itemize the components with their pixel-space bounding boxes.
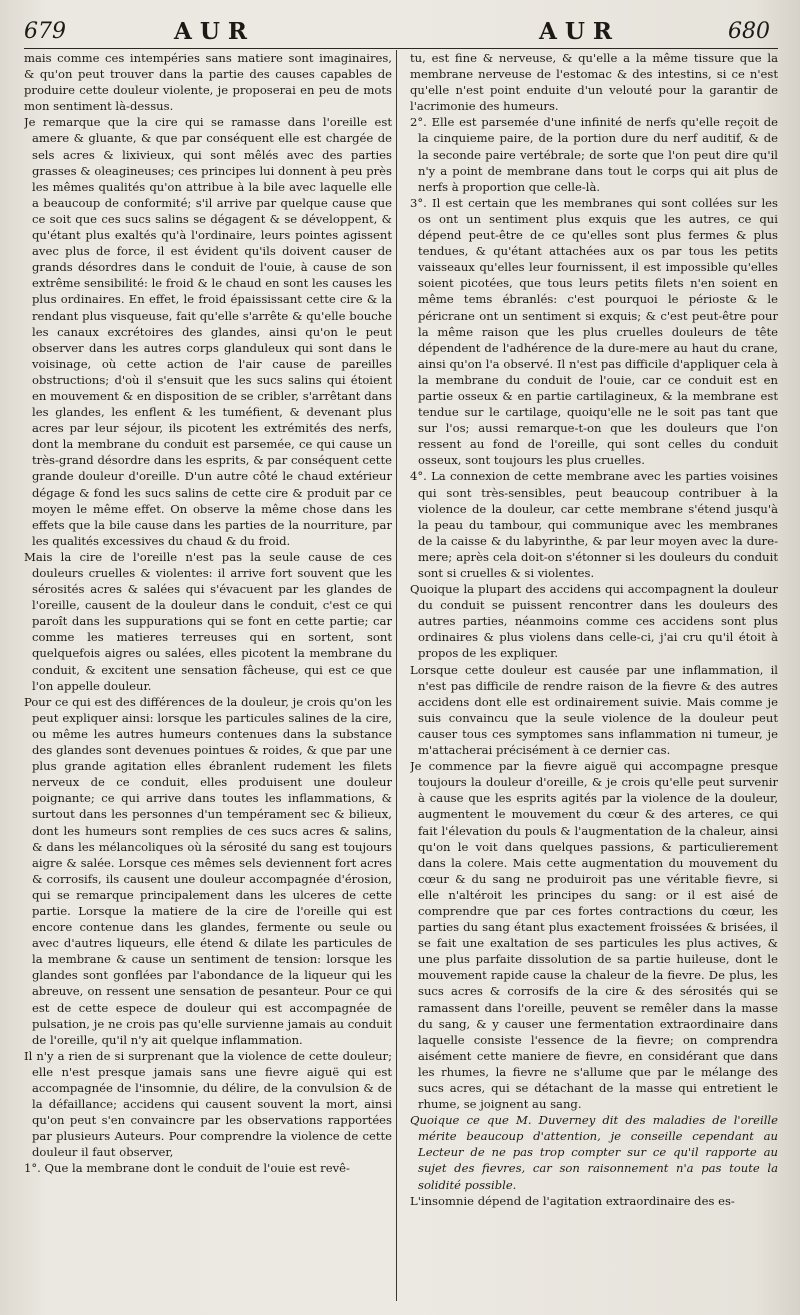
paragraph: 2°. Elle est parsemée d'une infinité de nerfs qu'elle reçoit de la cinquieme paire, de la portion dure du nerf auditif, & de la seconde paire vertébrale; de sorte que l'on peut dire qu'il n'y a point de membrane dans tout le corps qui ait plus de nerfs à proportion que celle-là.	[410, 115, 778, 194]
paragraph: 1°. Que la membrane dont le conduit de l'ouie est revê-	[24, 1161, 350, 1176]
paragraph: Quoique la plupart des accidens qui accompagnent la douleur du conduit se puissent rencontrer dans les douleurs des autres parties, néanmoins comme ces accidens sont plus ordinaires & plus violens dans celle-ci, j'ai cru qu'il étoit à propos de les expliquer.	[410, 582, 778, 661]
left-column	[24, 50, 392, 1305]
paragraph: Pour ce qui est des différences de la douleur, je crois qu'on les peut expliquer ainsi: lorsque les particules salines de la cire, ou même les autres humeurs contenues dans la substance des glandes sont devenues pointues & roides, & que par une plus grande agitation elles ébranlent rudement les filets nerveux de ce conduit, elles produisent une douleur poignante; ce qui arrive dans toutes les inflammations, & surtout dans les personnes d'un tempérament sec & bilieux, dont les humeurs sont remplies de ces sucs acres & salins, & dans les mélancoliques où la sérosité du sang est toujours aigre & salée. Lorsque ces mêmes sels deviennent fort acres & corrosifs, ils causent une douleur accompagnée d'érosion, qui se remarque principalement dans les ulceres de cette partie. Lorsque la matiere de la cire de l'oreille qui est encore contenue dans les glandes, fermente ou seule ou avec d'autres liqueurs, elle étend & dilate les particules de la membrane & cause un sentiment de tension: lorsque les glandes sont gonflées par l'abondance de la liqueur qui les abreuve, on ressent une sensation de pesanteur. Pour ce qui est de cette espece de douleur qui est accompagnée de pulsation, je ne crois pas qu'elle survienne jamais au conduit de l'oreille, qu'il n'y ait quelque inflammation.	[24, 694, 392, 1047]
editor-note: Quoique ce que M. Duverney dit des maladies de l'oreille mérite beaucoup d'attention, je conseille cependant au Lecteur de ne pas trop compter sur ce qu'il rapporte au sujet des fievres, car son raisonnement n'a pas toute la solidité possible.	[410, 1113, 778, 1192]
paragraph: 3°. Il est certain que les membranes qui sont collées sur les os ont un sentiment plus exquis que les autres, ce qui dépend peut-être de ce qu'elles sont plus fermes & plus tendues, & qu'étant attachées aux os par tous les petits vaisseaux qu'elles leur fournissent, il est impossible qu'elles soient picotées, que tous leurs petits filets n'en soient en même tems ébranlés: c'est pourquoi le périoste & le péricrane ont un sentiment si exquis; & c'est peut-être pour la même raison que les plus cruelles douleurs de tête dépendent de l'adhérence de la dure-mere au haut du crane, ainsi qu'on l'a observé. Il n'est pas difficile d'appliquer cela à la membrane du conduit de l'ouie, car ce conduit est en partie osseux & en partie cartilagineux, & la membrane est tendue sur le cartilage, quoiqu'elle ne le soit pas tant que sur l'os; aussi remarque-t-on que les douleurs que l'on ressent au fond de l'oreille, qui sont celles du conduit osseux, sont toujours les plus cruelles.	[410, 195, 778, 468]
running-header	[24, 14, 778, 49]
paragraph: tu, est fine & nerveuse, & qu'elle a la même tissure que la membrane nerveuse de l'estomac & des intestins, si ce n'est qu'elle n'est point enduite d'un velouté pour la garantir de l'acrimonie des humeurs.	[410, 51, 778, 114]
paragraph: Je remarque que la cire qui se ramasse dans l'oreille est amere & gluante, & que par conséquent elle est chargée de sels acres & lixivieux, qui sont mêlés avec des parties grasses & oleagineuses; ces principes lui donnent à peu près les mêmes qualités qu'on attribue à la bile avec laquelle elle a beaucoup de conformité; s'il arrive par quelque cause que ce soit que ces sucs salins se dégagent & se développent, & qu'étant plus exaltés qu'à l'ordinaire, leurs pointes agissent avec plus de force, il est évident qu'ils doivent causer de grands désordres dans le conduit de l'ouie, à cause de son extrême sensibilité: le froid & le chaud en sont les causes les plus ordinaires. En effet, le froid épaississant cette cire & la rendant plus visqueuse, fait qu'elle s'arrête & qu'elle bouche les canaux excrétoires des glandes, ainsi qu'on le peut observer dans les autres corps glanduleux qui sont dans le voisinage, où cette action de l'air cause de pareilles obstructions; d'où il s'ensuit que les sucs salins qui étoient en mouvement & en disposition de se cribler, s'arrêtant dans les glandes, les enflent & les tuméfient, & devenant plus acres par leur séjour, ils picotent les extrémités des nerfs, dont la membrane du conduit est parsemée, ce qui cause un très-grand désordre dans les esprits, & par conséquent cette grande douleur d'oreille. D'un autre côté le chaud extérieur dégage & fond les sucs salins de cette cire & produit par ce moyen le même effet. On observe la même chose dans les effets que la bile cause dans les parties de la nourriture, par les qualités excessives du chaud & du froid.	[24, 115, 392, 548]
paragraph: L'insomnie dépend de l'agitation extraordinaire des es-	[410, 1193, 735, 1208]
paragraph: Mais la cire de l'oreille n'est pas la seule cause de ces douleurs cruelles & violentes: il arrive fort souvent que les sérosités acres & salées qui s'évacuent par les glandes de l'oreille, causent de la douleur dans le conduit, c'est ce qui paroît dans les suppurations qui se font en cette partie; car comme les matieres terreuses qui en sortent, sont quelquefois aigres ou salées, elles picotent la membrane du conduit, & excitent une sensation fâcheuse, qui est ce que l'on appelle douleur.	[24, 549, 392, 693]
page-number-left: 679	[24, 19, 66, 44]
text-columns	[24, 50, 778, 1305]
paragraph: Lorsque cette douleur est causée par une inflammation, il n'est pas difficile de rendre raison de la fievre & des autres accidens dont elle est ordinairement suivie. Mais comme je suis convaincu que la seule violence de la douleur peut causer tous ces symptomes sans inflammation ni tumeur, je m'attacherai précisément à ce dernier cas.	[410, 662, 778, 758]
paragraph: mais comme ces intempéries sans matiere sont imaginaires, & qu'on peut trouver dans la partie des causes capables de produire cette douleur violente, je proposerai en peu de mots mon sentiment là-dessus.	[24, 51, 392, 114]
right-column	[410, 50, 778, 1305]
catchword-left: AUR	[174, 18, 256, 45]
catchword-right: AUR	[539, 18, 621, 45]
paragraph: 4°. La connexion de cette membrane avec les parties voisines qui sont très-sensibles, peut beaucoup contribuer à la violence de la douleur, car cette membrane s'étend jusqu'à la peau du tambour, qui communique avec les membranes de la caisse & du labyrinthe, & par leur moyen avec la dure-mere; après cela doit-on s'étonner si les douleurs du conduit sont si cruelles & si violentes.	[410, 469, 778, 580]
paragraph: Il n'y a rien de si surprenant que la violence de cette douleur; elle n'est presque jamais sans une fievre aiguë qui est accompagnée de l'insomnie, du délire, de la convulsion & de la défaillance; accidens qui causent souvent la mort, ainsi qu'on peut s'en convaincre par les observations rapportées par plusieurs Auteurs. Pour comprendre la violence de cette douleur il faut observer,	[24, 1048, 392, 1160]
paragraph: Je commence par la fievre aiguë qui accompagne presque toujours la douleur d'oreille, & je crois qu'elle peut survenir à cause que les esprits agités par la violence de la douleur, augmentent le mouvement du cœur & des arteres, ce qui fait l'élevation du pouls & l'augmentation de la chaleur, ainsi qu'on le voit dans quelques passions, & particulierement dans la colere. Mais cette augmentation du mouvement du cœur & du sang ne produiroit pas une véritable fievre, si elle n'altéroit les principes du sang: or il est aisé de comprendre que par ces fortes contractions du cœur, les parties du sang étant plus exactement froissées & brisées, il se fait une exaltation de ses particules les plus actives, & une plus parfaite dissolution de sa partie huileuse, dont le mouvement rapide cause la chaleur de la fievre. De plus, les sucs acres & corrosifs de la cire & des sérosités qui se ramassent dans l'oreille, peuvent se remêler dans la masse du sang, & y causer une fermentation extraordinaire dans laquelle consiste l'essence de la fievre; on comprendra aisément cette maniere de fievre, en considérant que dans les rhumes, la fievre ne s'allume que par le mélange des sucs acres, qui se détachant de la masse qui entretient le rhume, se joignent au sang.	[410, 759, 778, 1112]
page-number-right: 680	[728, 19, 770, 44]
